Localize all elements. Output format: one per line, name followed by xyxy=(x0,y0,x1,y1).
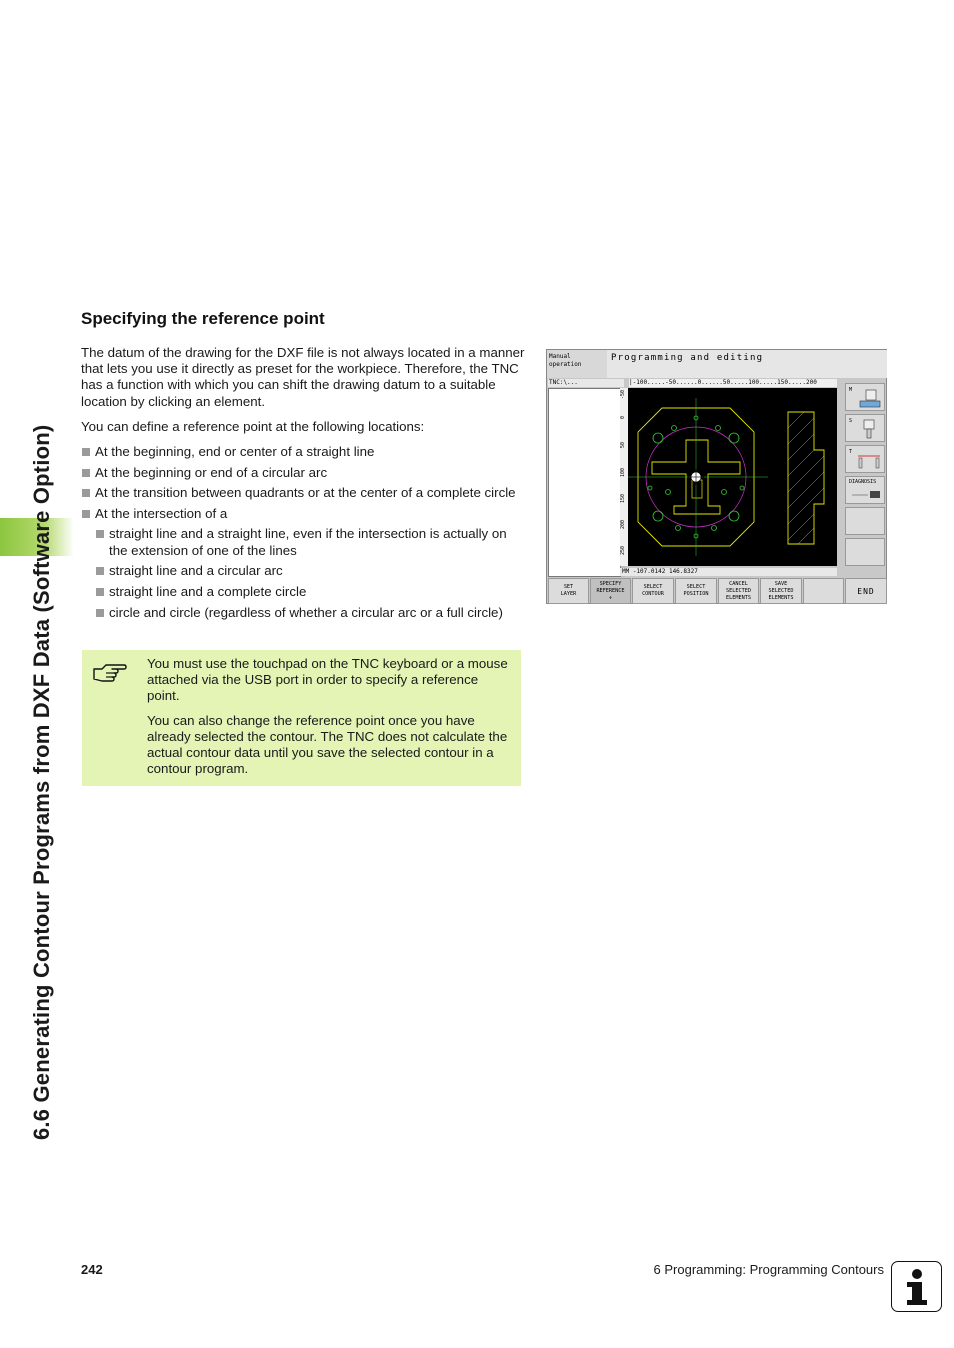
tnc-diagnosis-button[interactable] xyxy=(845,476,885,504)
softkey-line: ELEMENTS xyxy=(768,594,794,601)
tnc-button-label: DIAGNOSIS xyxy=(849,479,877,485)
softkey-cancel-selected[interactable] xyxy=(718,578,759,604)
tool-icon xyxy=(846,415,886,443)
tnc-button-label: T xyxy=(849,449,853,455)
softkey-line: SELECT xyxy=(643,584,663,590)
tnc-softkey-row xyxy=(547,578,888,604)
sub-bullet-list xyxy=(95,526,526,621)
tnc-button-label: M xyxy=(849,387,853,393)
tnc-button-label: S xyxy=(849,418,853,424)
softkey-line: CANCEL xyxy=(729,580,748,587)
page-number: 242 xyxy=(81,1262,103,1277)
ruler-tick: 50 xyxy=(620,442,626,449)
tnc-coordinate-readout: MM -107.0142 146.8327 xyxy=(620,568,837,576)
sub-bullet-item: straight line and a complete circle xyxy=(95,584,526,600)
softkey-line: POSITION xyxy=(683,591,709,597)
softkey-set-layer[interactable] xyxy=(548,578,589,604)
softkey-line: SELECTED xyxy=(726,587,751,594)
softkey-line: SPECIFY xyxy=(599,580,622,587)
tnc-mode-label xyxy=(547,350,607,378)
softkey-empty[interactable] xyxy=(803,578,844,604)
diagnosis-icon xyxy=(846,477,886,505)
tnc-mode-line: operation xyxy=(549,361,582,368)
side-title: 6.6 Generating Contour Programs from DXF Data (Software Option) xyxy=(29,424,54,1140)
chapter-footer: 6 Programming: Programming Contours xyxy=(653,1262,884,1277)
softkey-line: END xyxy=(857,586,875,596)
tnc-layer-list[interactable] xyxy=(548,388,621,577)
tnc-path: TNC:\... xyxy=(548,379,624,387)
softkey-line: SELECTED xyxy=(768,587,794,594)
note-paragraph: You must use the touchpad on the TNC keyboard or a mouse attached via the USB port in order to specify a reference point. xyxy=(147,656,508,704)
bullet-item xyxy=(81,506,526,621)
body-text xyxy=(81,345,526,625)
note-box xyxy=(82,650,521,786)
pointing-hand-icon xyxy=(92,660,128,684)
tnc-m-button[interactable] xyxy=(845,383,885,411)
tnc-right-panel xyxy=(844,379,888,577)
tnc-s-button[interactable] xyxy=(845,414,885,442)
paragraph: You can define a reference point at the following locations: xyxy=(81,418,425,434)
ruler-tick: -50 xyxy=(620,390,626,400)
bullet-list xyxy=(81,444,526,621)
ruler-tick: 250 xyxy=(620,546,626,556)
ruler-tick: 0 xyxy=(620,416,626,420)
crosshair-icon: ✛ xyxy=(608,594,613,601)
sub-bullet-item: straight line and a straight line, even if the intersection is actually on the extension of one of the lines xyxy=(95,526,526,558)
softkey-line: REFERENCE xyxy=(596,587,625,594)
spindle-icon xyxy=(846,384,886,412)
tnc-empty-button[interactable] xyxy=(845,507,885,535)
softkey-line: SELECT xyxy=(686,584,706,590)
tnc-ruler-left xyxy=(620,388,628,566)
softkey-line: LAYER xyxy=(560,591,577,597)
softkey-save-selected[interactable] xyxy=(760,578,802,604)
paragraph: The datum of the drawing for the DXF file is not always located in a manner that lets you use it directly as preset for the workpiece. Therefore, the TNC has a function with which you can shift the drawing datum to a suitable location by clicking an element. xyxy=(81,345,525,409)
softkey-line: CONTOUR xyxy=(642,591,664,597)
ruler-tick: 200 xyxy=(620,520,626,530)
ruler-tick: 100 xyxy=(620,468,626,478)
tnc-ruler-top: |-100.....-50......0......50.....100.....150.....200 xyxy=(629,379,837,387)
bullet-item-text: At the intersection of a xyxy=(95,506,228,522)
tnc-title: Programming and editing xyxy=(607,350,887,378)
section-heading: Specifying the reference point xyxy=(81,309,325,328)
side-title-container xyxy=(22,310,62,1140)
softkey-select-position[interactable] xyxy=(675,578,717,604)
softkey-select-contour[interactable] xyxy=(632,578,674,604)
tool-length-icon xyxy=(846,446,886,474)
tnc-screenshot xyxy=(546,349,887,604)
note-text xyxy=(147,656,513,785)
bullet-item: At the beginning or end of a circular arc xyxy=(81,465,526,481)
softkey-specify-reference[interactable] xyxy=(590,578,631,604)
info-i-glyph xyxy=(892,1262,940,1310)
sub-bullet-item: straight line and a circular arc xyxy=(95,563,526,579)
softkey-line: SAVE xyxy=(774,580,788,587)
sub-bullet-item: circle and circle (regardless of whether a circular arc or a full circle) xyxy=(95,605,526,621)
note-paragraph: You can also change the reference point once you have already selected the contour. The TNC does not calculate the actual contour data until you save the selected contour in a contour program. xyxy=(147,712,508,777)
tnc-t-button[interactable] xyxy=(845,445,885,473)
dxf-drawing-canvas[interactable] xyxy=(628,388,837,566)
tnc-empty-button[interactable] xyxy=(845,538,885,566)
ruler-tick: 150 xyxy=(620,494,626,504)
bullet-item: At the beginning, end or center of a straight line xyxy=(81,444,526,460)
info-icon xyxy=(891,1261,942,1312)
softkey-line: SET xyxy=(563,584,574,590)
softkey-line: ELEMENTS xyxy=(726,594,751,601)
tnc-mode-line: Manual xyxy=(549,353,571,360)
bullet-item: At the transition between quadrants or at the center of a complete circle xyxy=(81,485,526,501)
softkey-end[interactable] xyxy=(845,578,887,604)
